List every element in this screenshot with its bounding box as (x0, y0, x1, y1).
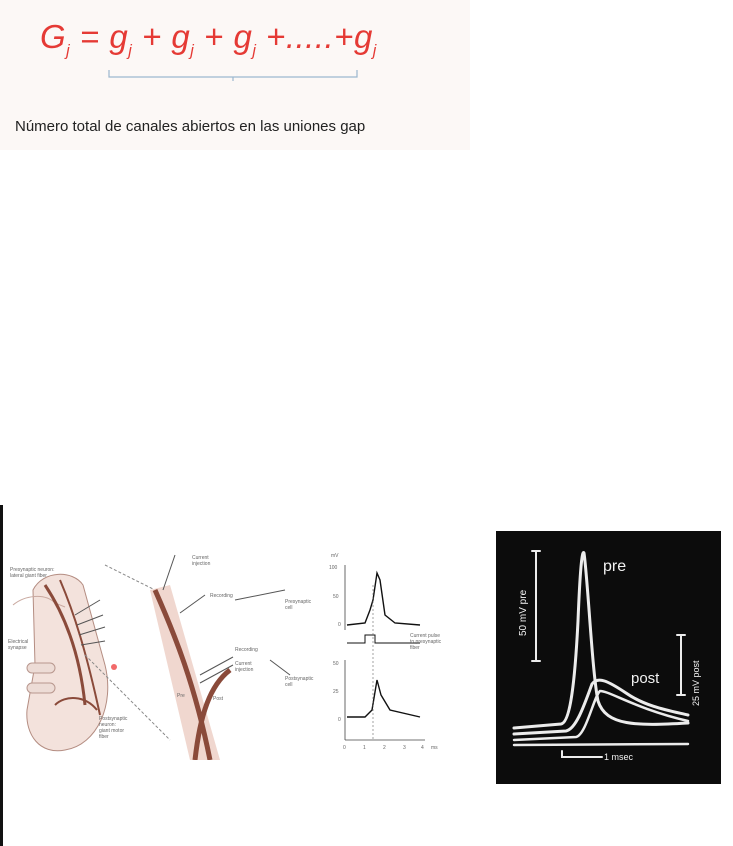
svg-text:Post: Post (213, 696, 224, 702)
svg-text:to presynaptic: to presynaptic (410, 639, 442, 645)
svg-text:4: 4 (421, 745, 424, 751)
oscilloscope-recording (496, 531, 721, 784)
pre-label: pre (603, 558, 627, 575)
svg-text:mV: mV (331, 553, 339, 559)
svg-text:ms: ms (431, 745, 438, 751)
svg-text:50: 50 (333, 661, 339, 667)
label-presynaptic-neuron: Presynaptic neuron: (10, 567, 55, 573)
svg-text:0: 0 (338, 622, 341, 628)
formula-ellipsis: +.....+ (266, 18, 354, 55)
svg-text:Recording: Recording (210, 593, 233, 599)
formula-caption: Número total de canales abiertos en las uniones gap (15, 118, 366, 135)
scope-traces (514, 551, 688, 757)
label-postsynaptic-neuron: Postsynaptic (99, 716, 128, 722)
electrical-synapse-figure (5, 545, 445, 760)
label-electrical-synapse: Electrical (8, 639, 29, 645)
post-label: post (631, 670, 660, 687)
svg-text:3: 3 (403, 745, 406, 751)
svg-text:0: 0 (338, 717, 341, 723)
svg-text:cell: cell (285, 605, 293, 611)
magnified-fiber (150, 555, 290, 760)
svg-text:fiber: fiber (99, 734, 109, 740)
red-dot (111, 664, 117, 670)
svg-text:injection: injection (235, 667, 254, 673)
svg-text:100: 100 (329, 565, 338, 571)
svg-text:Current: Current (235, 661, 252, 667)
formula-lhs: G (40, 18, 67, 55)
svg-text:0: 0 (343, 745, 346, 751)
underbrace-icon (108, 69, 358, 81)
svg-text:50: 50 (333, 594, 339, 600)
svg-text:Pre: Pre (177, 693, 185, 699)
post-scale-label: 25 mV post (691, 660, 701, 706)
formula-panel (0, 0, 470, 150)
svg-text:giant motor: giant motor (99, 728, 125, 734)
svg-text:1: 1 (363, 745, 366, 751)
svg-text:Current pulse: Current pulse (410, 633, 441, 639)
svg-text:lateral giant fiber: lateral giant fiber (10, 573, 47, 579)
svg-text:Postsynaptic: Postsynaptic (285, 676, 314, 682)
svg-text:cell: cell (285, 682, 293, 688)
svg-text:Presynaptic: Presynaptic (285, 599, 312, 605)
svg-text:25: 25 (333, 689, 339, 695)
time-scale-label: 1 msec (604, 752, 634, 762)
svg-text:Recording: Recording (235, 647, 258, 653)
svg-text:injection: injection (192, 561, 211, 567)
svg-text:neuron:: neuron: (99, 722, 116, 728)
pre-scale-label: 50 mV pre (518, 589, 529, 636)
gap-junction-formula: $G_j = g_j + g_j + g_j +.....+g_j$ (40, 18, 377, 60)
svg-text:fiber: fiber (410, 645, 420, 651)
nerve-cord-illustration (13, 565, 170, 751)
svg-text:synapse: synapse (8, 645, 27, 651)
left-edge-bar (0, 505, 3, 846)
svg-text:2: 2 (383, 745, 386, 751)
svg-text:Current: Current (192, 555, 209, 561)
voltage-traces (345, 565, 425, 740)
